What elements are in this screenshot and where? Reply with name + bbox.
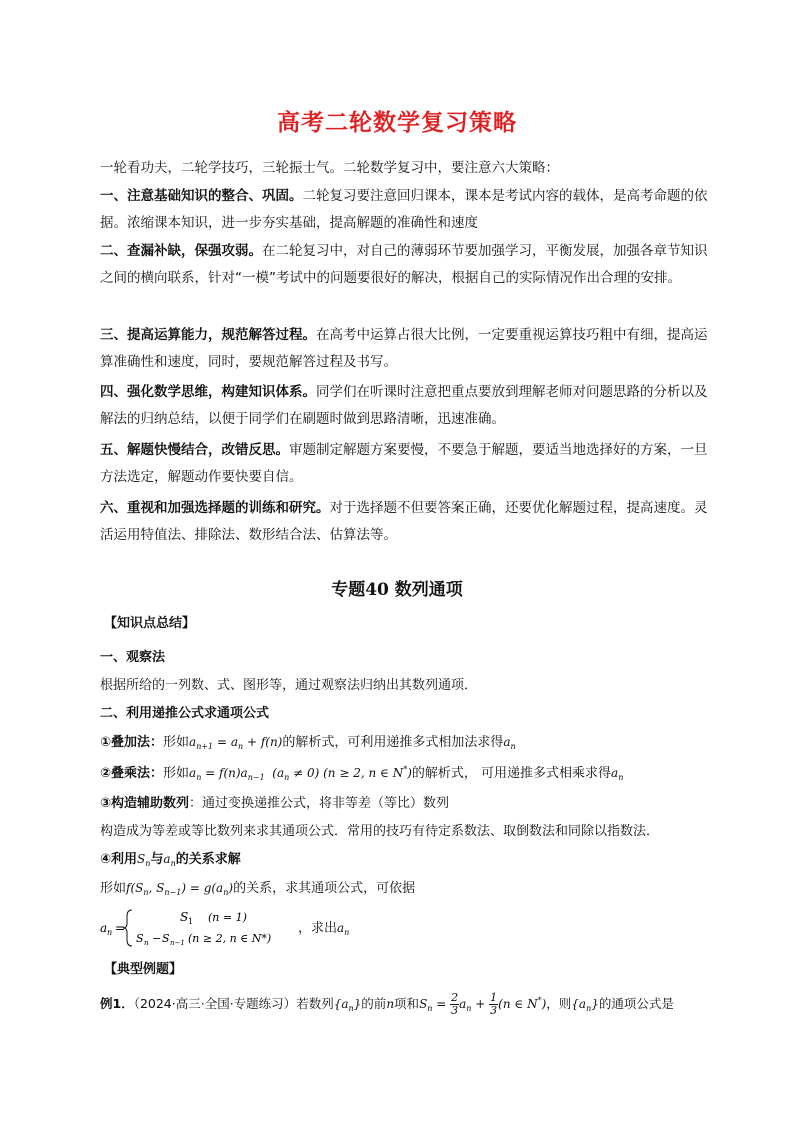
method-4-lead-b: 与	[150, 852, 164, 867]
strategy-2	[100, 238, 720, 292]
svg-text:n: n	[144, 939, 149, 947]
section-1-title: 一、观察法	[100, 650, 166, 665]
svg-text:−: −	[152, 932, 162, 945]
svg-text:(n ≥ 2, n ∈ N*): (n ≥ 2, n ∈ N*)	[188, 932, 272, 945]
piecewise-svg	[100, 906, 400, 950]
example-1-seq: $\{a_n\}$	[333, 997, 362, 1013]
method-4-text-b: 的关系，求其通项公式，可依据	[233, 881, 416, 896]
method-1-target: $a_n$	[503, 735, 516, 751]
example-header: 【典型例题】	[104, 962, 183, 977]
example-1-text-c: 项和	[394, 996, 420, 1011]
strategy-3-body: 在高考中运算占很大比例，一定要重视运算技巧粗中有细，提高运算准确性和速度，同时，要规范解答过程及书写。	[100, 327, 708, 370]
method-2-line	[100, 762, 623, 782]
strategy-3	[100, 322, 720, 376]
example-1-text-d: ，则	[546, 996, 572, 1011]
method-4-result	[298, 917, 349, 937]
method-4-line	[100, 877, 415, 897]
piecewise-formula	[100, 906, 400, 948]
method-2-text-b: 的解析式， 可用递推多式相乘求得	[411, 766, 612, 781]
method-2-formula: $a_n = f(n)a_{n-1}$ $(a_n \ne 0) (n \ge 2$, n ∈ N*)	[189, 765, 412, 782]
method-2-text-a: 形如	[163, 766, 190, 781]
strategy-4-lead: 四、强化数学思维，构建知识体系。	[100, 384, 316, 400]
strategy-5	[100, 437, 720, 491]
method-4-text-a: 形如	[100, 881, 127, 896]
example-1-source: （2024·高三·全国·专题练习）	[133, 996, 297, 1011]
method-3-continuation: 构造成为等差或等比数列来求其通项公式．常用的技巧有待定系数法、取倒数法和同除以指数法．	[100, 824, 660, 839]
strategy-6	[100, 495, 720, 549]
svg-text:S: S	[136, 932, 144, 945]
example-1-label: 例1．	[100, 996, 134, 1011]
method-4-title	[100, 848, 241, 868]
svg-text:a: a	[100, 921, 108, 935]
strategy-4-body: 同学们在听课时注意把重点要放到理解老师对问题思路的分析以及解法的归纳总结，以便于同学们在刷题时做到思路清晰，迅速准确。	[100, 384, 708, 427]
svg-text:S: S	[162, 932, 170, 945]
page-title: 高考二轮数学复习策略	[277, 110, 517, 136]
svg-text:S: S	[180, 910, 189, 924]
method-4-lead-c: 的关系求解	[175, 852, 241, 867]
method-1-lead: ①叠加法：	[100, 735, 164, 750]
example-1-text-e: 的通项公式是	[598, 996, 674, 1011]
strategy-3-lead: 三、提高运算能力，规范解答过程。	[100, 327, 316, 343]
svg-text:1: 1	[188, 917, 194, 926]
method-1-line	[100, 731, 516, 751]
example-1-text-b: 的前	[361, 996, 387, 1011]
section-2-title: 二、利用递推公式求通项公式	[100, 706, 270, 721]
example-1-text-a: 若数列	[296, 996, 334, 1011]
example-1-n: n	[386, 997, 395, 1011]
topic-title: 专题40 数列通项	[331, 580, 463, 600]
strategy-2-lead: 二、查漏补缺，保强攻弱。	[100, 243, 262, 259]
strategy-1-body: 二轮复习要注意回归课本，课本是考试内容的载体，是高考命题的依据。浓缩课本知识，进一步夯实基础，提高解题的准确性和速度	[100, 188, 708, 231]
example-1-seq-2: $\{a_n\}$	[571, 997, 599, 1013]
strategy-5-body: 审题制定解题方案要慢，不要急于解题，要适当地选择好的方案，一旦方法选定，解题动作要快要自信。	[100, 442, 708, 485]
method-4-formula: $f(S_n$, $S_{n-1}) = g(a_n)$	[126, 881, 234, 897]
method-3-line	[100, 792, 449, 811]
svg-text:n−1: n−1	[170, 939, 185, 947]
knowledge-header: 【知识点总结】	[104, 616, 196, 631]
method-2-lead: ②叠乘法：	[100, 766, 164, 781]
method-4-sn: $S_n$	[137, 852, 151, 868]
method-1-text-b: 的解析式，可利用递推多式相加法求得	[282, 735, 504, 750]
svg-text:n: n	[107, 928, 113, 937]
strategy-1	[100, 183, 720, 237]
example-1	[100, 992, 674, 1017]
method-4-result-text: ，求出	[298, 921, 338, 936]
method-3-lead: ③构造辅助数列	[100, 796, 190, 811]
strategy-6-lead: 六、重视和加强选择题的训练和研究。	[100, 500, 330, 516]
example-1-formula: $S_n$ = $\frac{2}{3}$ $a_n$ + $\frac{1}{3}$ (n ∈ N*)	[419, 991, 547, 1017]
section-1-body: 根据所给的一列数、式、图形等，通过观察法归纳出其数列通项．	[100, 678, 478, 693]
strategy-6-body: 对于选择题不但要答案正确，还要优化解题过程，提高速度。灵活运用特值法、排除法、数形结合法、估算法等。	[100, 500, 708, 543]
method-4-result-an: $a_n$	[337, 921, 350, 937]
intro-text: 一轮看功夫，二轮学技巧，三轮振士气。二轮数学复习中，要注意六大策略：	[100, 160, 559, 176]
method-4-an: $a_n$	[163, 852, 176, 868]
strategy-5-lead: 五、解题快慢结合，改错反思。	[100, 442, 289, 458]
intro-paragraph	[100, 155, 720, 182]
strategy-1-lead: 一、注意基础知识的整合、巩固。	[100, 188, 303, 204]
svg-text:=: =	[115, 921, 126, 935]
svg-text:(n = 1): (n = 1)	[208, 911, 247, 924]
strategy-2-body: 在二轮复习中，对自己的薄弱环节要加强学习，平衡发展，加强各章节知识之间的横向联系，针对“一模”考试中的问题要很好的解决，根据自己的实际情况作出合理的安排。	[100, 243, 708, 286]
strategy-4	[100, 379, 720, 433]
method-1-formula: $a_{n+1} = a_n + f(n)$	[189, 735, 283, 751]
method-1-text-a: 形如	[163, 735, 190, 750]
method-2-target: $a_n$	[611, 766, 624, 782]
method-4-lead-a: ④利用	[100, 852, 138, 867]
method-3-text: ：通过变换递推公式，将非等差（等比）数列	[189, 796, 450, 811]
